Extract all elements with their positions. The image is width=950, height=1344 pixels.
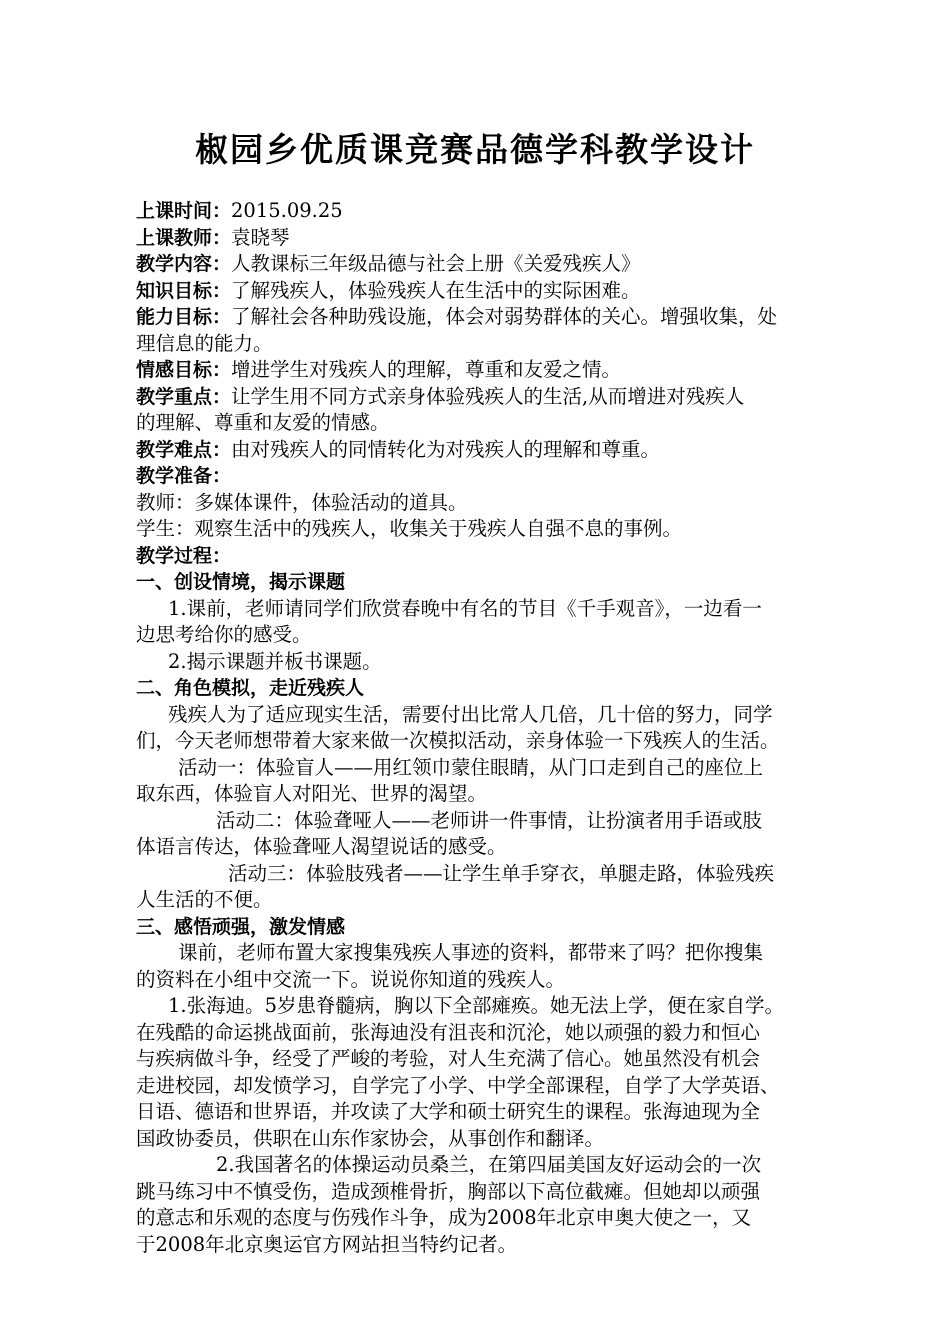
text-line	[136, 1179, 842, 1206]
line-text: 于2008年北京奥运官方网站担当特约记者。	[136, 1232, 518, 1256]
line-text: 2.我国著名的体操运动员桑兰，在第四届美国友好运动会的一次	[216, 1153, 762, 1176]
text-line	[136, 384, 842, 411]
text-line	[136, 1205, 842, 1232]
text-line	[136, 702, 842, 729]
text-line	[136, 1099, 842, 1126]
line-text: 了解社会各种助残设施，体会对弱势群体的关心。增强收集，处	[231, 305, 778, 328]
text-line	[136, 861, 842, 888]
line-text: 了解残疾人，体验残疾人在生活中的实际困难。	[231, 278, 641, 302]
line-text: 边思考给你的感受。	[136, 623, 312, 646]
line-text: 1.张海迪。5岁患脊髓病，胸以下全部瘫痪。她无法上学，便在家自学。	[168, 994, 785, 1017]
text-line	[136, 198, 842, 225]
text-line	[136, 331, 842, 358]
line-text: 让学生用不同方式亲身体验残疾人的生活,从而增进对残疾人	[231, 384, 745, 408]
field-label: 一、创设情境，揭示课题	[136, 571, 346, 593]
line-text: 活动一：体验盲人——用红领巾蒙住眼睛，从门口走到自己的座位上	[178, 755, 764, 779]
line-text: 理信息的能力。	[136, 331, 273, 355]
text-line	[136, 1020, 842, 1047]
text-line	[136, 649, 842, 676]
text-line	[136, 728, 842, 755]
line-text: 由对残疾人的同情转化为对残疾人的理解和尊重。	[231, 437, 661, 461]
text-line	[136, 1232, 842, 1259]
field-label: 教学重点：	[136, 385, 232, 408]
line-text: 国政协委员，供职在山东作家协会，从事创作和翻译。	[136, 1126, 605, 1150]
document-body	[136, 198, 842, 1258]
text-line	[136, 437, 842, 464]
text-line	[136, 1046, 842, 1073]
text-line	[136, 967, 842, 994]
field-label: 能力目标：	[136, 306, 232, 328]
text-line	[136, 304, 842, 331]
line-text: 走进校园，却发愤学习，自学完了小学、中学全部课程，自学了大学英语、	[136, 1073, 780, 1097]
text-line	[136, 543, 842, 570]
line-text: 学生：观察生活中的残疾人，收集关于残疾人自强不息的事例。	[136, 517, 683, 540]
text-line	[136, 278, 842, 305]
line-text: 人教课标三年级品德与社会上册《关爱残疾人》	[231, 252, 641, 275]
text-line	[136, 1073, 842, 1100]
line-text: 的理解、尊重和友爱的情感。	[136, 411, 390, 434]
text-line	[136, 357, 842, 384]
line-text: 2.揭示课题并板书课题。	[168, 649, 382, 673]
field-label: 二、角色模拟，走近残疾人	[136, 677, 365, 699]
text-line	[136, 781, 842, 808]
text-line	[136, 940, 842, 967]
text-line	[136, 596, 842, 623]
field-label: 情感目标：	[136, 359, 232, 381]
text-line	[136, 675, 842, 702]
field-label: 上课时间：	[136, 200, 232, 222]
field-label: 教学内容：	[136, 253, 232, 275]
line-text: 在残酷的命运挑战面前，张海迪没有沮丧和沉沦，她以顽强的毅力和恒心	[136, 1020, 761, 1044]
text-line	[136, 490, 842, 517]
text-line	[136, 225, 842, 252]
document-title: 椒园乡优质课竞赛品德学科教学设计	[195, 130, 755, 169]
line-text: 的意志和乐观的态度与伤残作斗争，成为2008年北京申奥大使之一，又	[136, 1206, 752, 1229]
text-line	[136, 993, 842, 1020]
text-line	[136, 887, 842, 914]
line-text: 袁晓琴	[231, 225, 290, 249]
line-text: 教师：多媒体课件，体验活动的道具。	[136, 490, 468, 514]
field-label: 三、感悟顽强，激发情感	[136, 915, 346, 938]
line-text: 的资料在小组中交流一下。说说你知道的残疾人。	[136, 967, 566, 991]
line-text: 取东西，体验盲人对阳光、世界的渴望。	[136, 782, 488, 805]
line-text: 人生活的不便。	[136, 888, 273, 911]
line-text: 残疾人为了适应现实生活，需要付出比常人几倍，几十倍的努力，同学	[168, 702, 773, 726]
line-text: 1.课前，老师请同学们欣赏春晚中有名的节目《千手观音》，一边看一	[168, 596, 762, 620]
line-text: 活动三：体验肢残者——让学生单手穿衣，单腿走路，体验残疾	[228, 861, 775, 885]
field-label: 教学准备：	[136, 465, 232, 487]
line-text: 课前，老师布置大家搜集残疾人事迹的资料，都带来了吗？把你搜集	[178, 941, 764, 964]
line-text: 体语言传达，体验聋哑人渴望说话的感受。	[136, 835, 507, 858]
field-label: 教学过程：	[136, 544, 232, 567]
line-text: 与疾病做斗争，经受了严峻的考验，对人生充满了信心。她虽然没有机会	[136, 1047, 761, 1070]
field-label: 教学难点：	[136, 438, 232, 461]
field-label: 知识目标：	[136, 279, 232, 302]
line-text: 跳马练习中不慎受伤，造成颈椎骨折，胸部以下高位截瘫。但她却以顽强	[136, 1179, 761, 1203]
line-text: 2015.09.25	[231, 199, 343, 222]
text-line	[136, 1126, 842, 1153]
line-text: 增进学生对残疾人的理解，尊重和友爱之情。	[231, 358, 622, 381]
text-line	[136, 251, 842, 278]
text-line	[136, 516, 842, 543]
field-label: 上课教师：	[136, 226, 232, 249]
text-line	[136, 834, 842, 861]
line-text: 日语、德语和世界语，并攻读了大学和硕士研究生的课程。张海迪现为全	[136, 1100, 761, 1123]
line-text: 活动二：体验聋哑人——老师讲一件事情，让扮演者用手语或肢	[216, 808, 763, 832]
text-line	[136, 1152, 842, 1179]
text-line	[136, 755, 842, 782]
text-line	[136, 463, 842, 490]
text-line	[136, 410, 842, 437]
text-line	[136, 914, 842, 941]
text-line	[136, 808, 842, 835]
line-text: 们，今天老师想带着大家来做一次模拟活动，亲身体验一下残疾人的生活。	[136, 729, 780, 752]
text-line	[136, 569, 842, 596]
text-line	[136, 622, 842, 649]
